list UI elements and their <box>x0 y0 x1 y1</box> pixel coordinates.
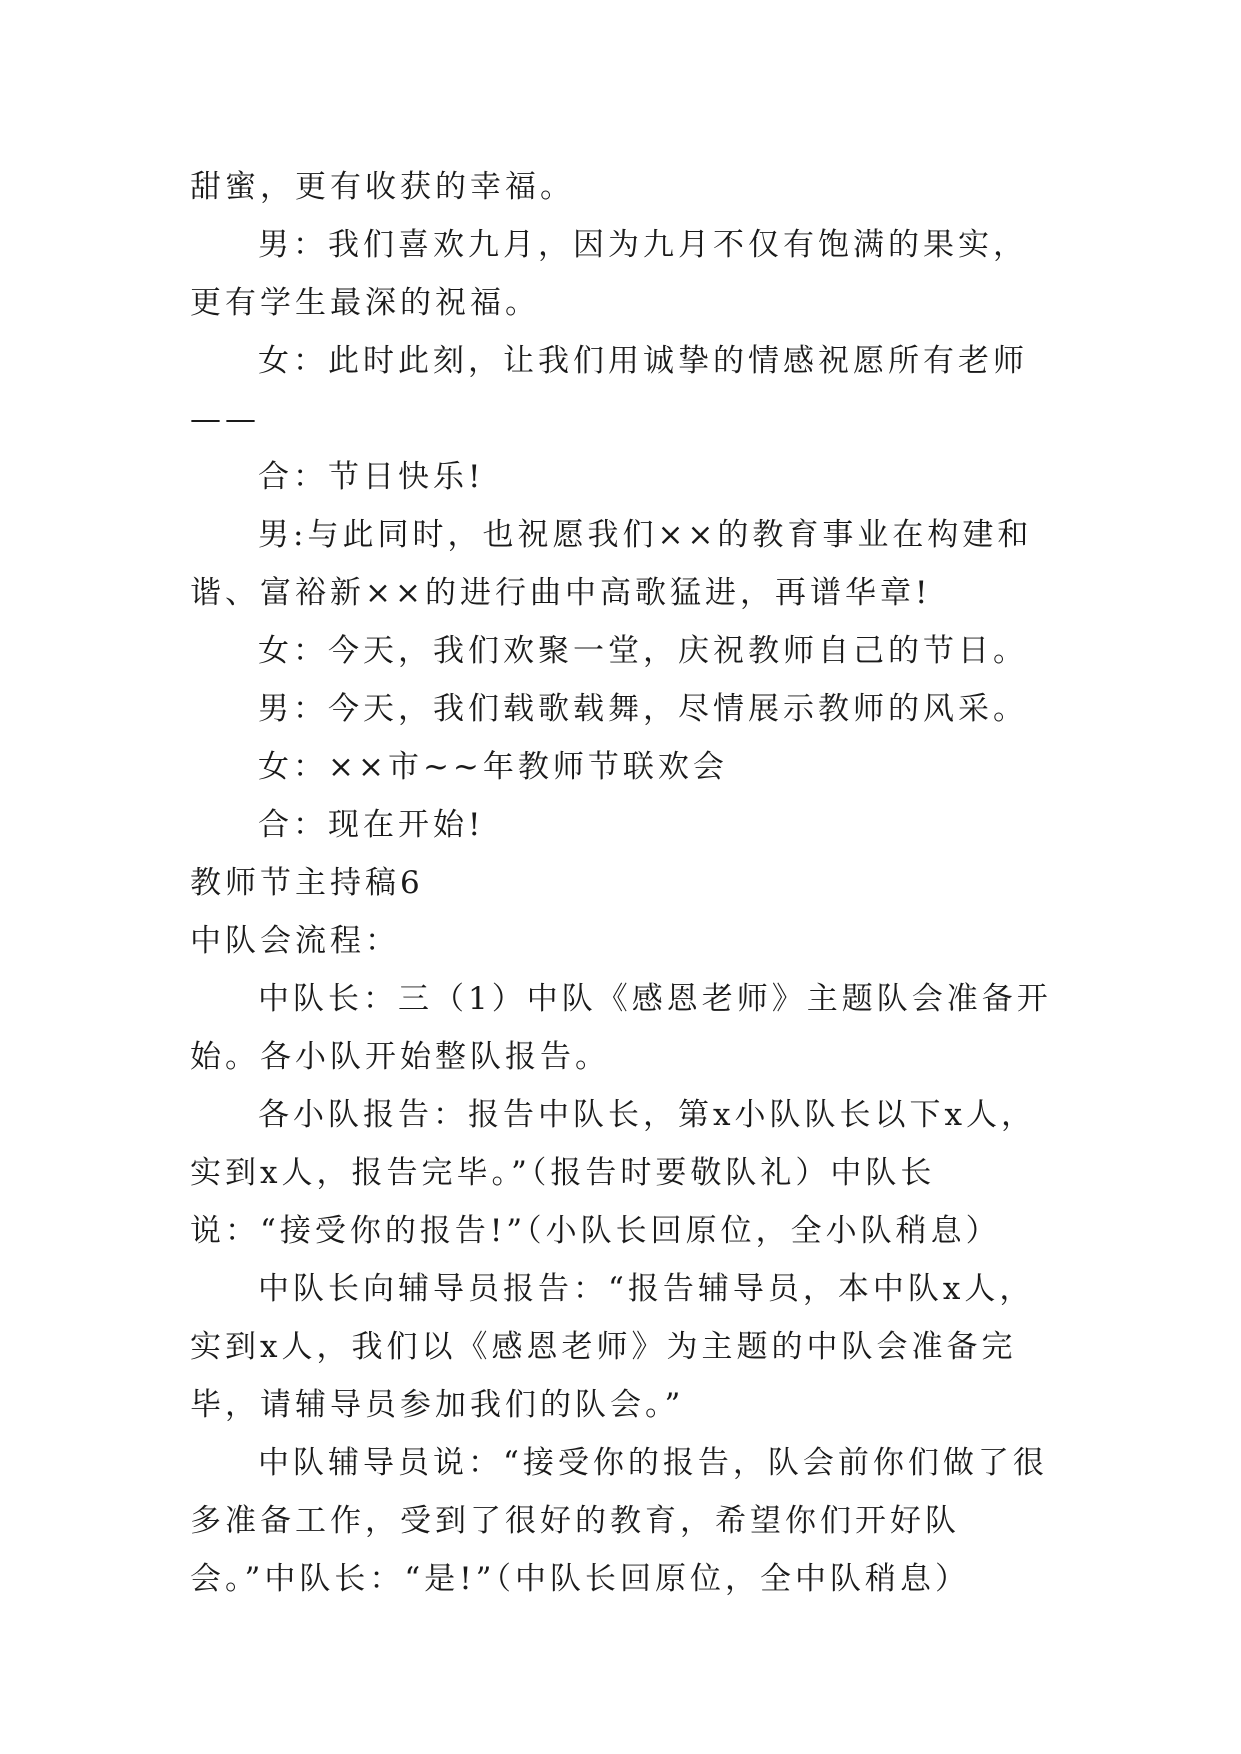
paragraph-13: 各小队报告：报告中队长，第x小队队长以下x人，实到x人，报告完毕。”（报告时要敬队礼）中队长说：“接受你的报告!”（小队长回原位，全小队稍息） <box>190 1097 1036 1249</box>
paragraph-7: 男：今天，我们载歌载舞，尽情展示教师的风采。 <box>258 691 1028 727</box>
paragraph-5: 男:与此同时，也祝愿我们××的教育事业在构建和谐、富裕新××的进行曲中高歌猛进，再谱华章! <box>190 517 1033 611</box>
document-body <box>190 158 1060 1608</box>
paragraph-9: 合：现在开始! <box>258 807 485 843</box>
paragraph-12: 中队长：三（1）中队《感恩老师》主题队会准备开始。各小队开始整队报告。 <box>190 981 1052 1075</box>
paragraph-11: 中队会流程： <box>190 923 400 959</box>
paragraph-8: 女：××市~~年教师节联欢会 <box>258 749 728 785</box>
section-heading: 教师节主持稿6 <box>190 865 424 901</box>
paragraph-14: 中队长向辅导员报告：“报告辅导员，本中队x人，实到x人，我们以《感恩老师》为主题的中队会准备完毕，请辅导员参加我们的队会。” <box>190 1271 1035 1423</box>
paragraph-4: 合：节日快乐! <box>258 459 485 495</box>
paragraph-3: 女：此时此刻，让我们用诚挚的情感祝愿所有老师—— <box>190 343 1028 437</box>
paragraph-1: 甜蜜，更有收获的幸福。 <box>190 169 575 205</box>
paragraph-6: 女：今天，我们欢聚一堂，庆祝教师自己的节日。 <box>258 633 1028 669</box>
paragraph-2: 男：我们喜欢九月，因为九月不仅有饱满的果实，更有学生最深的祝福。 <box>190 227 1028 321</box>
paragraph-15: 中队辅导员说：“接受你的报告，队会前你们做了很多准备工作，受到了很好的教育，希望你们开好队会。”中队长：“是!”（中队长回原位，全中队稍息） <box>190 1445 1048 1597</box>
